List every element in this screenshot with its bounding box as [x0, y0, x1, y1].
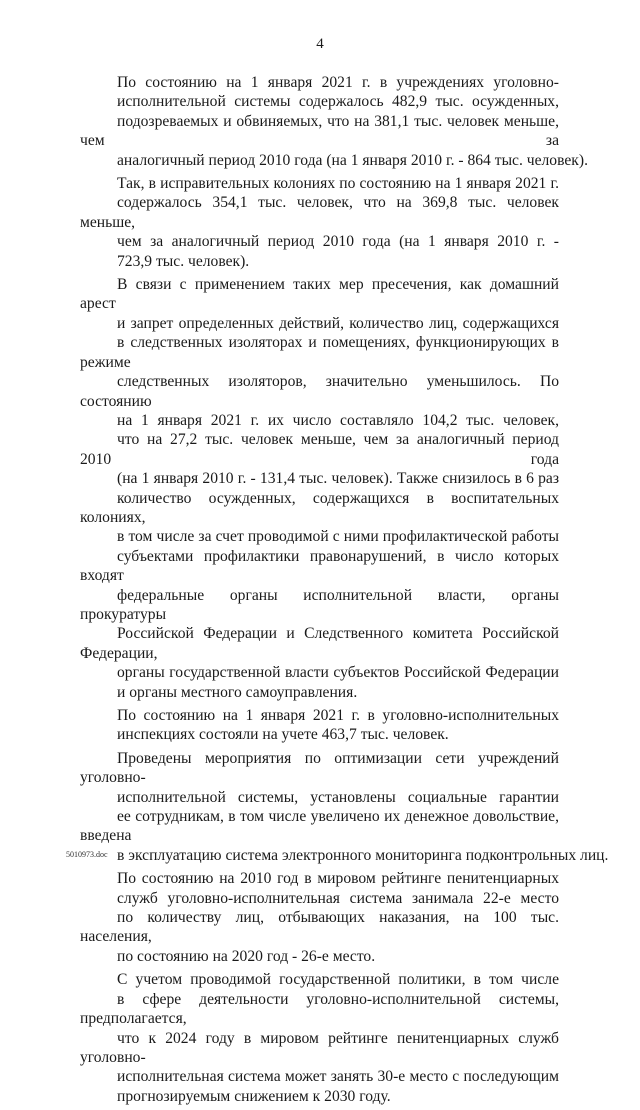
text-line: по состоянию на 2020 год - 26-е место. [117, 947, 376, 965]
text-line: Российской Федерации и Следственного комитета Российской Федерации, [80, 625, 559, 662]
document-body [80, 73, 609, 1110]
text-line: прогнозируемым снижением к 2030 году. [117, 1087, 391, 1105]
text-line: исполнительной системы содержалось 482,9 тыс. осужденных, [117, 93, 559, 111]
paragraph-1 [80, 73, 588, 170]
text-line: служб уголовно-исполнительная система занимала 22-е место [117, 889, 559, 907]
text-line: исполнительной системы, установлены социальные гарантии [117, 788, 559, 806]
text-line: и органы местного самоуправления. [117, 683, 358, 701]
text-line: ее сотрудникам, в том числе увеличено их денежное довольствие, введена [80, 808, 559, 845]
paragraph-2 [80, 174, 559, 271]
text-line: что к 2024 году в мировом рейтинге пенитенциарных служб уголовно- [80, 1029, 559, 1066]
paragraph-6 [80, 869, 559, 966]
text-line: инспекциях состояли на учете 463,7 тыс. человек. [117, 726, 449, 744]
text-line: по количеству лиц, отбывающих наказания, на 100 тыс. населения, [80, 909, 559, 946]
paragraph-4 [80, 706, 559, 745]
text-line: (на 1 января 2010 г. - 131,4 тыс. человек). Также снизилось в 6 раз [117, 470, 559, 488]
text-line: в том числе за счет проводимой с ними профилактической работы [117, 528, 559, 546]
text-line: следственных изоляторов, значительно уменьшилось. По состоянию [80, 373, 559, 410]
paragraph-5 [80, 749, 609, 865]
text-line: По состоянию на 1 января 2021 г. в учреждениях уголовно- [117, 74, 559, 91]
text-line: Так, в исправительных колониях по состоянию на 1 января 2021 г. [117, 175, 559, 193]
text-line: С учетом проводимой государственной политики, в том числе [117, 971, 559, 989]
text-line: органы государственной власти субъектов Российской Федерации [117, 664, 559, 682]
text-line: количество осужденных, содержащихся в воспитательных колониях, [80, 489, 559, 526]
text-line: в сфере деятельности уголовно-исполнительной системы, предполагается, [80, 990, 559, 1028]
text-line: в следственных изоляторах и помещениях, функционирующих в режиме [80, 334, 559, 371]
text-line: аналогичный период 2010 года (на 1 января 2010 г. - 864 тыс. человек). [117, 151, 588, 169]
paragraph-7 [80, 970, 559, 1106]
page-number: 4 [316, 36, 324, 52]
text-line: Проведены мероприятия по оптимизации сети учреждений уголовно- [80, 749, 559, 787]
text-line: федеральные органы исполнительной власти, органы прокуратуры [80, 586, 559, 623]
text-line: чем за аналогичный период 2010 года (на 1 января 2010 г. - [117, 233, 559, 251]
text-line: По состоянию на 1 января 2021 г. в уголовно-исполнительных [117, 707, 559, 724]
text-line: и запрет определенных действий, количество лиц, содержащихся [117, 314, 559, 332]
text-line: субъектами профилактики правонарушений, в число которых входят [80, 547, 559, 585]
file-name-footer: 5010973.doc [66, 850, 108, 859]
paragraph-3 [80, 275, 559, 702]
text-line: на 1 января 2021 г. их число составляло 104,2 тыс. человек, [117, 411, 559, 429]
text-line: что на 27,2 тыс. человек меньше, чем за аналогичный период 2010 года [80, 431, 559, 468]
text-line: в эксплуатацию система электронного мониторинга подконтрольных лиц. [117, 846, 609, 864]
text-line: подозреваемых и обвиняемых, что на 381,1 тыс. человек меньше, чем за [80, 112, 559, 150]
text-line: В связи с применением таких мер пресечения, как домашний арест [80, 276, 559, 313]
text-line: 723,9 тыс. человек). [117, 252, 250, 270]
text-line: исполнительная система может занять 30-е место с последующим [117, 1068, 559, 1086]
text-line: содержалось 354,1 тыс. человек, что на 369,8 тыс. человек меньше, [80, 194, 559, 231]
text-line: По состоянию на 2010 год в мировом рейтинге пенитенциарных [117, 870, 559, 888]
